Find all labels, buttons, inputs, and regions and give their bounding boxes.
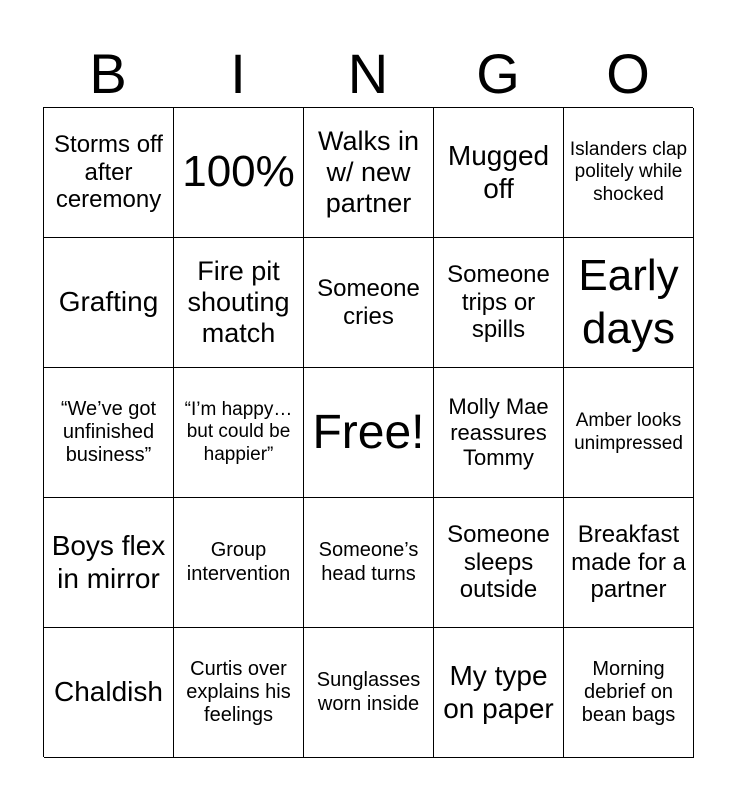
header-letter-i: I (230, 42, 246, 105)
bingo-cell[interactable]: 100% (174, 108, 304, 238)
bingo-header (43, 40, 693, 108)
bingo-cell[interactable]: Molly Mae reassures Tommy (434, 368, 564, 498)
header-letter-b: B (89, 42, 127, 105)
bingo-cell[interactable]: Someone’s head turns (304, 498, 434, 628)
bingo-cell[interactable]: Grafting (44, 238, 174, 368)
bingo-cell[interactable]: My type on paper (434, 628, 564, 758)
bingo-cell[interactable]: Group intervention (174, 498, 304, 628)
bingo-cell[interactable]: Boys flex in mirror (44, 498, 174, 628)
bingo-cell[interactable]: Chaldish (44, 628, 174, 758)
bingo-cell[interactable]: Mugged off (434, 108, 564, 238)
header-letter-g: G (476, 42, 520, 105)
bingo-cell[interactable]: Morning debrief on bean bags (564, 628, 694, 758)
bingo-grid (43, 107, 693, 757)
bingo-cell[interactable]: Storms off after ceremony (44, 108, 174, 238)
bingo-cell[interactable]: Islanders clap politely while shocked (564, 108, 694, 238)
bingo-cell[interactable]: Sunglasses worn inside (304, 628, 434, 758)
header-letter-n: N (347, 42, 389, 105)
bingo-cell-free[interactable]: Free! (304, 368, 434, 498)
bingo-cell[interactable]: Amber looks unimpressed (564, 368, 694, 498)
header-letter-o: O (606, 42, 650, 105)
bingo-cell[interactable]: “I’m happy… but could be happier” (174, 368, 304, 498)
bingo-cell[interactable]: Breakfast made for a partner (564, 498, 694, 628)
bingo-cell[interactable]: Curtis over explains his feelings (174, 628, 304, 758)
bingo-cell[interactable]: Fire pit shouting match (174, 238, 304, 368)
bingo-cell[interactable]: Someone trips or spills (434, 238, 564, 368)
bingo-cell[interactable]: Early days (564, 238, 694, 368)
bingo-cell[interactable]: Someone sleeps outside (434, 498, 564, 628)
bingo-cell[interactable]: “We’ve got unfinished business” (44, 368, 174, 498)
bingo-cell[interactable]: Walks in w/ new partner (304, 108, 434, 238)
bingo-cell[interactable]: Someone cries (304, 238, 434, 368)
